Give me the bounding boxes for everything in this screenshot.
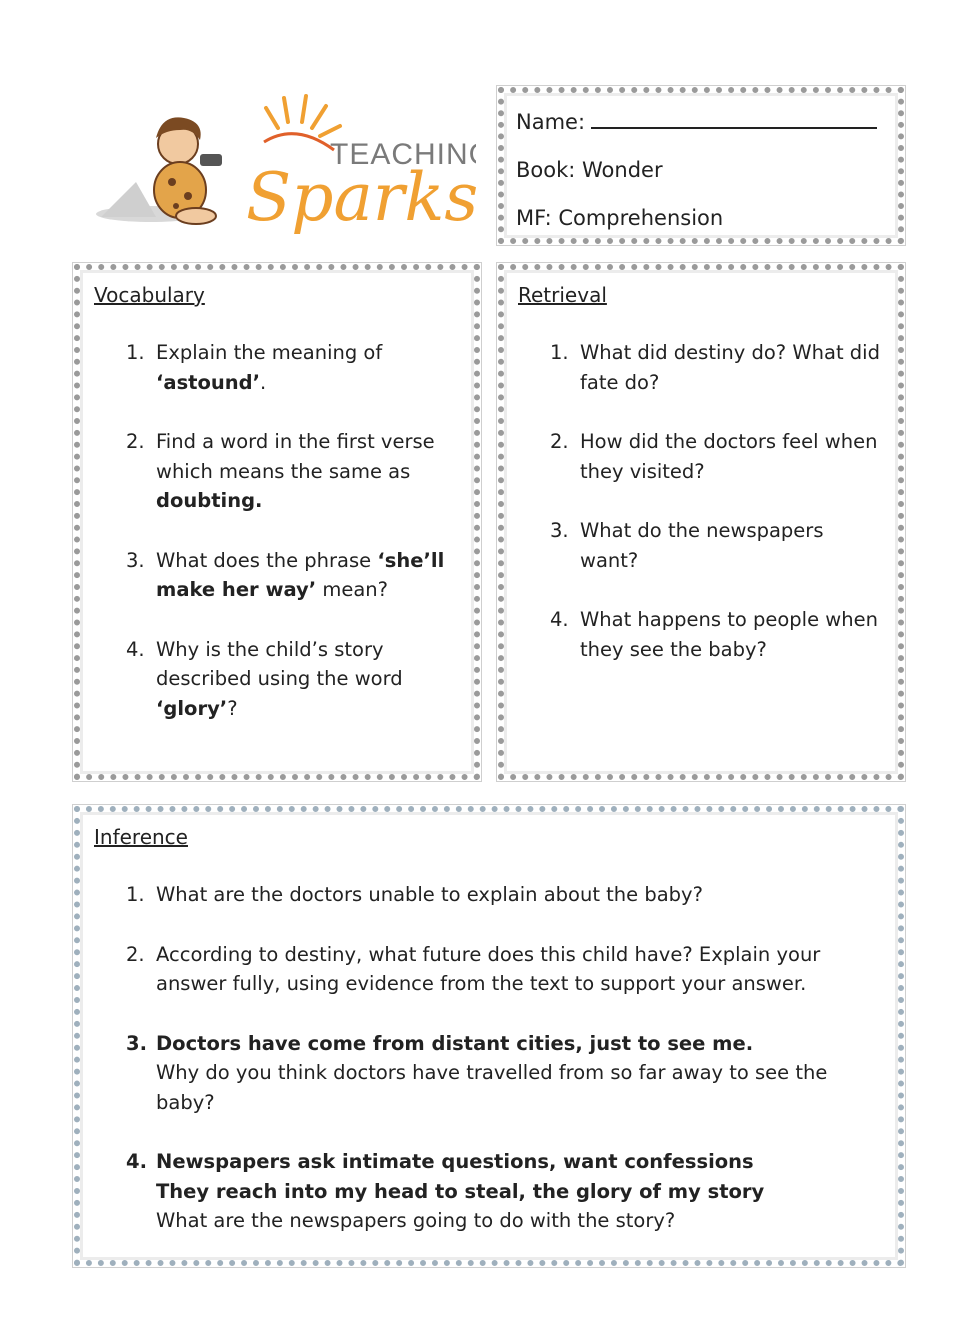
book-label: Book: Wonder bbox=[516, 158, 663, 182]
logo-text-sparks: Sparks bbox=[246, 159, 476, 236]
question-quote: They reach into my head to steal, the glory of my story bbox=[156, 1179, 765, 1203]
vocabulary-heading: Vocabulary bbox=[94, 283, 205, 307]
inference-heading: Inference bbox=[94, 825, 188, 849]
list-item bbox=[94, 1029, 884, 1118]
list-item bbox=[94, 546, 460, 605]
question-quote: Newspapers ask intimate questions, want confessions bbox=[156, 1150, 754, 1173]
list-item bbox=[94, 880, 884, 910]
question-text: How did the doctors feel when they visited? bbox=[580, 430, 878, 483]
question-number: 4. bbox=[126, 1150, 147, 1173]
question-text: What do the newspapers want? bbox=[580, 519, 824, 572]
question-text: Explain the meaning of bbox=[156, 341, 383, 364]
question-number: 4. bbox=[126, 637, 145, 661]
inference-box bbox=[74, 806, 904, 1266]
question-keyword: doubting. bbox=[156, 489, 263, 512]
name-row bbox=[516, 107, 886, 134]
mf-label: MF: Comprehension bbox=[516, 206, 724, 230]
question-number: 4. bbox=[550, 608, 569, 631]
question-quote: Doctors have come from distant cities, just to see me. bbox=[156, 1031, 754, 1055]
question-keyword: ‘astound’ bbox=[156, 370, 261, 394]
list-item bbox=[94, 338, 460, 397]
retrieval-box bbox=[498, 264, 904, 780]
retrieval-heading: Retrieval bbox=[518, 283, 607, 307]
question-text: Why do you think doctors have travelled from so far away to see the baby? bbox=[156, 1061, 828, 1114]
question-number: 3. bbox=[550, 519, 569, 542]
vocabulary-box bbox=[74, 264, 480, 780]
question-number: 2. bbox=[550, 430, 569, 453]
question-text: What happens to people when they see the baby? bbox=[580, 608, 878, 661]
question-number: 2. bbox=[126, 430, 145, 453]
question-text: What did destiny do? What did fate do? bbox=[580, 341, 880, 394]
question-keyword: ‘she’ll make her way’ bbox=[156, 548, 445, 601]
camera-icon bbox=[200, 154, 222, 166]
question-number: 3. bbox=[126, 548, 145, 572]
retrieval-questions bbox=[518, 338, 884, 664]
question-text: ? bbox=[227, 696, 238, 720]
question-keyword: ‘glory’ bbox=[156, 696, 228, 720]
logo-graphic bbox=[96, 92, 476, 242]
list-item bbox=[518, 338, 884, 397]
list-item bbox=[94, 940, 884, 999]
list-item bbox=[518, 605, 884, 664]
list-item bbox=[518, 516, 884, 575]
question-number: 1. bbox=[126, 341, 145, 364]
question-number: 1. bbox=[126, 883, 145, 906]
list-item bbox=[94, 427, 460, 516]
question-text: Why is the child’s story described using the word bbox=[156, 637, 403, 690]
name-field[interactable] bbox=[591, 107, 877, 129]
question-text: . bbox=[260, 370, 267, 394]
list-item bbox=[518, 427, 884, 486]
question-text: Find a word in the first verse which means the same as bbox=[156, 430, 435, 483]
teaching-sparks-logo bbox=[96, 92, 476, 242]
question-number: 1. bbox=[550, 341, 569, 364]
question-number: 2. bbox=[126, 942, 145, 966]
name-label: Name: bbox=[516, 110, 586, 134]
question-text: What are the newspapers going to do with the story? bbox=[156, 1209, 676, 1232]
question-text: According to destiny, what future does this child have? Explain your answer fully, using evidence from the text to support your answer. bbox=[156, 942, 821, 995]
list-item bbox=[94, 635, 460, 724]
list-item bbox=[94, 1147, 884, 1236]
question-text: mean? bbox=[316, 578, 389, 601]
logo-text-teaching: TEACHIN bbox=[330, 138, 469, 171]
inference-questions bbox=[94, 880, 884, 1236]
question-text: What are the doctors unable to explain about the baby? bbox=[156, 883, 703, 906]
vocabulary-questions bbox=[94, 338, 460, 723]
question-text: What does the phrase bbox=[156, 548, 378, 572]
student-info-box bbox=[498, 87, 904, 244]
question-number: 3. bbox=[126, 1031, 147, 1055]
